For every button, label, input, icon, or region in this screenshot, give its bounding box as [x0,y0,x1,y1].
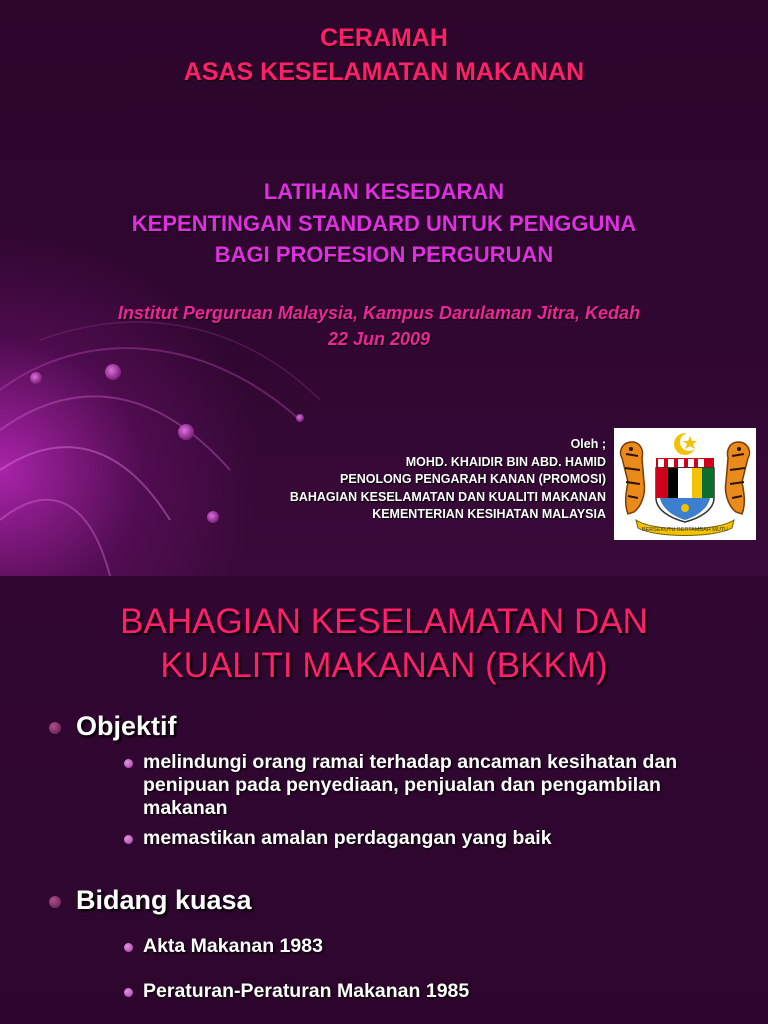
bullet-icon [124,759,133,768]
presenter-block [290,436,606,524]
bullet-icon [124,835,133,844]
slide2-title-line2: KUALITI MAKANAN (BKKM) [160,646,608,685]
slide1-title-line2: ASAS KESELAMATAN MAKANAN [183,58,585,86]
list-item: melindungi orang ramai terhadap ancaman kesihatan dan penipuan pada penyediaan, penjualan dan pengambilan makanan [143,751,678,819]
presenter-position: PENOLONG PENGARAH KANAN (PROMOSI) [340,472,606,486]
presenter-by-label: Oleh ; [570,437,606,451]
malaysia-coat-of-arms-icon [614,428,756,540]
slide2-title [0,600,768,688]
bullet-icon [124,988,133,997]
list-item: Akta Makanan 1983 [143,935,323,957]
list-item: memastikan amalan perdagangan yang baik [143,827,552,849]
bullet-icon [49,896,61,908]
presenter-name: MOHD. KHAIDIR BIN ABD. HAMID [405,454,606,469]
bullet-icon [124,943,133,952]
presentation-date: 22 Jun 2009 [327,329,431,349]
slide1-title-line1: CERAMAH [320,24,448,52]
slide1-subtitle-line2: KEPENTINGAN STANDARD UNTUK PENGGUNA [131,211,637,236]
section-heading-objektif: Objektif [76,711,177,741]
presenter-ministry: KEMENTERIAN KESIHATAN MALAYSIA [372,507,606,521]
presenter-division: BAHAGIAN KESELAMATAN DAN KUALITI MAKANAN [289,489,606,504]
svg-text:BERSEKUTU BERTAMBAH MUTU: BERSEKUTU BERTAMBAH MUTU [641,527,729,533]
bullet-icon [49,722,61,734]
list-item: Peraturan-Peraturan Makanan 1985 [143,980,470,1002]
slide2-title-line1: BAHAGIAN KESELAMATAN DAN [120,602,648,641]
slide1-subtitle-line1: LATIHAN KESEDARAN [263,179,505,204]
section-heading-bidang-kuasa: Bidang kuasa [76,885,252,915]
institution-name: Institut Perguruan Malaysia, Kampus Darulaman Jitra, Kedah [117,303,641,323]
slide1-subtitle-line3: BAGI PROFESION PERGURUAN [214,242,554,267]
content-slide [0,576,768,1024]
